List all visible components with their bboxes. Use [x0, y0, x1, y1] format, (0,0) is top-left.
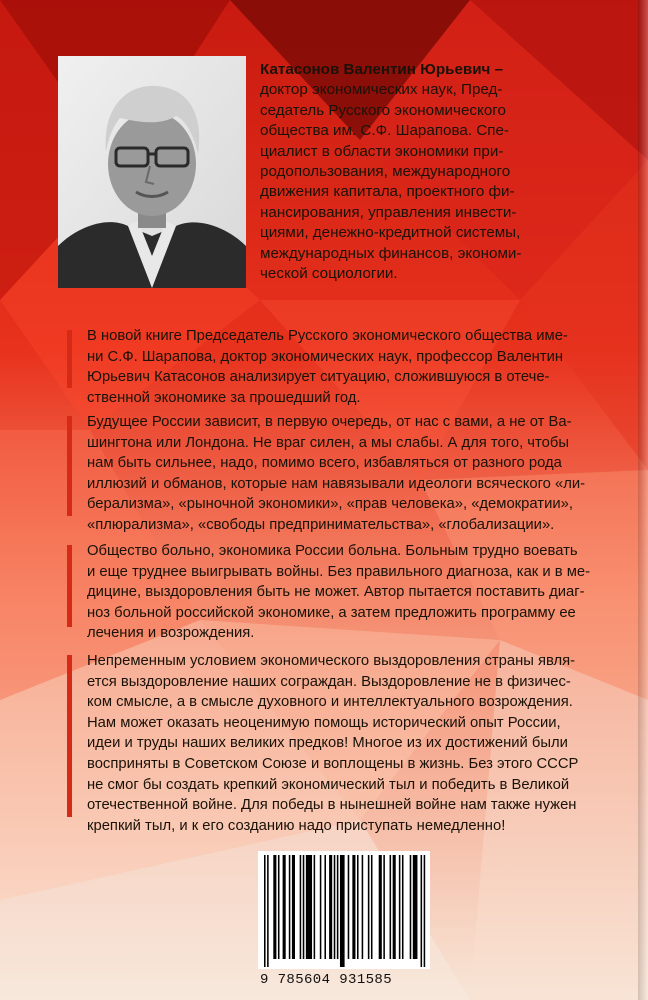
text-line: Общество больно, экономика России больна. Больным трудно воевать: [87, 543, 578, 559]
barcode-bar: [324, 855, 326, 959]
text-line: ется выздоровление наших сограждан. Выздоровление не в физичес-: [87, 673, 571, 690]
barcode-bar: [278, 855, 280, 959]
text-line: ком смысле, а в смысле духовного и интеллектуального возрождения.: [87, 694, 573, 711]
author-portrait-photo: [58, 56, 246, 288]
paragraph-3: [87, 541, 617, 644]
text-line: и еще труднее выигрывать войны. Без правильного диагноза, как и в ме-: [87, 563, 591, 580]
barcode-bar: [289, 855, 291, 959]
barcode-bar: [421, 855, 423, 967]
isbn-barcode: [258, 851, 430, 969]
bio-line: циалист в области экономики при-: [260, 142, 504, 160]
text-line: берализма», «рыночной экономики», «прав человека», «демократии»,: [87, 496, 573, 513]
barcode-bar: [314, 855, 316, 959]
text-line: шингтона или Лондона. Не враг силен, а мы слабы. А для того, чтобы: [87, 434, 569, 451]
barcode-bar: [300, 855, 302, 959]
barcode-bar: [413, 855, 418, 959]
author-name: Катасонов Валентин Юрьевич –: [260, 61, 504, 78]
bio-line: нансирования, управления инвести-: [260, 203, 517, 221]
bio-line: седатель Русского экономического: [260, 101, 506, 119]
barcode-bars: [258, 851, 430, 969]
paragraph-marker: [67, 655, 72, 817]
barcode-bar: [402, 855, 404, 959]
text-line: дицине, выздоровления быть не может. Автор пытается поставить диаг-: [87, 584, 585, 601]
text-line: Будущее России зависит, в первую очередь, от нас с вами, а не от Ва-: [87, 414, 572, 430]
bio-line: движения капитала, проектного фи-: [260, 183, 515, 201]
bio-line: циями, денежно-кредитной системы,: [260, 224, 521, 242]
text-line: Непременным условием экономического выздоровления страны явля-: [87, 653, 576, 669]
text-line: идеи и труды наших великих предков! Многое из их достижений были: [87, 735, 568, 752]
text-line: Нам может оказать неоценимую помощь исторический опыт России,: [87, 714, 561, 731]
paragraph-marker: [67, 545, 72, 627]
text-line: отечественной войне. Для победы в нынешней войне нам также нужен: [87, 797, 577, 814]
barcode-bar: [292, 855, 295, 959]
text-line: «плюрализма», «свободы предпринимательства», «глобализации».: [87, 516, 555, 533]
barcode-bar: [273, 855, 276, 959]
barcode-bar: [334, 855, 336, 959]
barcode-bar: [410, 855, 412, 959]
author-bio: [260, 60, 618, 284]
paragraph-1: [87, 326, 617, 408]
barcode-bar: [352, 855, 355, 959]
bio-line: общества им. С.Ф. Шарапова. Спе-: [260, 122, 509, 140]
text-line: не смог бы создать крепкий экономический тыл и победить в Великой: [87, 776, 570, 793]
barcode-bar: [393, 855, 396, 959]
barcode-bar: [337, 855, 339, 959]
barcode-bar: [379, 855, 382, 959]
bio-line: ческой социологии.: [260, 265, 398, 283]
barcode-bar: [362, 855, 364, 959]
text-line: В новой книге Председатель Русского экономического общества име-: [87, 328, 568, 344]
text-line: нам быть сильнее, надо, помимо всего, избавляться от разного рода: [87, 455, 562, 472]
paragraph-2: [87, 412, 617, 536]
barcode-bar: [399, 855, 401, 959]
isbn-digits: 9 785604 931585: [260, 972, 393, 988]
paragraph-marker: [67, 416, 72, 516]
bio-line: международных финансов, экономи-: [260, 244, 522, 262]
text-line: лечения и возрождения.: [87, 625, 255, 642]
barcode-bar: [383, 855, 385, 959]
barcode-bar: [267, 855, 269, 967]
text-line: иллюзий и обманов, которые нам навязывали идеологи всяческого «ли-: [87, 475, 586, 492]
barcode-bar: [390, 855, 392, 959]
text-line: крепкий тыл, и к его созданию надо приступать немедленно!: [87, 817, 506, 834]
text-line: восприняты в Советском Союзе и воплощены в жизнь. Без этого СССР: [87, 755, 579, 772]
bio-line: доктор экономических наук, Пред-: [260, 81, 503, 99]
text-line: Юрьевич Катасонов анализирует ситуацию, сложившуюся в отече-: [87, 369, 550, 386]
barcode-bar: [320, 855, 322, 959]
barcode-bar: [264, 855, 266, 967]
paragraph-marker: [67, 330, 72, 388]
text-line: ноз больной российской экономике, а затем предложить программу ее: [87, 604, 576, 621]
barcode-bar: [357, 855, 359, 959]
cover-edge: [638, 0, 648, 1000]
text-line: ственной экономике за прошедший год.: [87, 389, 361, 406]
text-line: ни С.Ф. Шарапова, доктор экономических наук, профессор Валентин: [87, 348, 564, 365]
barcode-bar: [340, 855, 345, 967]
barcode-bar: [329, 855, 332, 959]
bio-line: родопользования, международного: [260, 163, 511, 181]
paragraph-4: [87, 651, 617, 836]
barcode-bar: [283, 855, 286, 959]
barcode-bar: [424, 855, 426, 967]
barcode-bar: [368, 855, 370, 959]
barcode-bar: [348, 855, 350, 959]
barcode-bar: [306, 855, 312, 959]
barcode-bar: [371, 855, 373, 959]
barcode-bar: [303, 855, 305, 959]
